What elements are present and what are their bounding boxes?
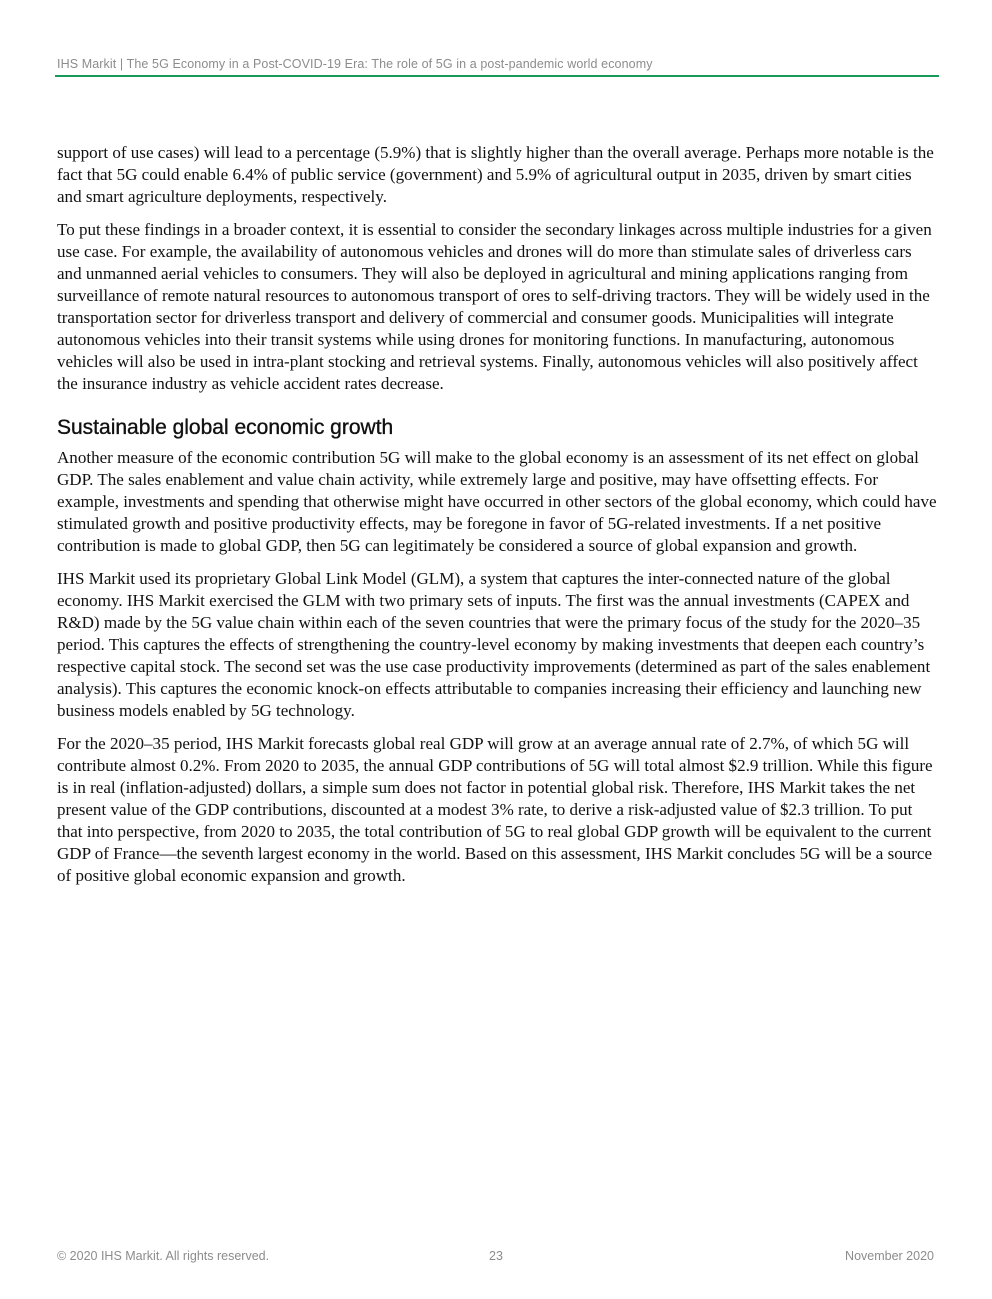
- footer-date: November 2020: [845, 1249, 934, 1263]
- footer-copyright: © 2020 IHS Markit. All rights reserved.: [57, 1249, 270, 1263]
- header-divider: [55, 75, 939, 77]
- main-content: [57, 142, 937, 898]
- body-paragraph-5: For the 2020–35 period, IHS Markit forecasts global real GDP will grow at an average annual rate of 2.7%, of which 5G will contribute almost 0.2%. From 2020 to 2035, the annual GDP contributions of 5G will total almost $2.9 trillion. While this figure is in real (inflation-adjusted) dollars, a simple sum does not factor in potential global risk. Therefore, IHS Markit takes the net present value of the GDP contributions, discounted at a modest 3% rate, to derive a risk-adjusted value of $2.3 trillion. To put that into perspective, from 2020 to 2035, the total contribution of 5G to real global GDP growth will be equivalent to the current GDP of France—the seventh largest economy in the world. Based on this assessment, IHS Markit concludes 5G will be a source of positive global economic expansion and growth.: [57, 734, 933, 885]
- running-header: IHS Markit | The 5G Economy in a Post-COVID-19 Era: The role of 5G in a post-pandemic world economy: [57, 57, 653, 71]
- body-paragraph-1: support of use cases) will lead to a percentage (5.9%) that is slightly higher than the overall average. Perhaps more notable is the fact that 5G could enable 6.4% of public service (government) and 5.9% of agricultural output in 2035, driven by smart cities and smart agriculture deployments, respectively.: [57, 143, 934, 206]
- page-number: 23: [489, 1249, 503, 1263]
- body-paragraph-2: To put these findings in a broader context, it is essential to consider the secondary linkages across multiple industries for a given use case. For example, the availability of autonomous vehicles and drones will do more than stimulate sales of driverless cars and unmanned aerial vehicles to consumers. They will also be deployed in agricultural and mining applications ranging from surveillance of remote natural resources to autonomous transport of ores to self-driving tractors. They will be widely used in the transportation sector for driverless transport and delivery of commercial and consumer goods. Municipalities will integrate autonomous vehicles into their transit systems while using drones for monitoring functions. In manufacturing, autonomous vehicles will also be used in intra-plant stocking and retrieval systems. Finally, autonomous vehicles will also positively affect the insurance industry as vehicle accident rates decrease.: [57, 220, 932, 393]
- body-paragraph-3: Another measure of the economic contribution 5G will make to the global economy is an assessment of its net effect on global GDP. The sales enablement and value chain activity, while extremely large and positive, may have offsetting effects. For example, investments and spending that otherwise might have occurred in other sectors of the global economy, which could have stimulated growth and positive productivity effects, may be foregone in favor of 5G-related investments. If a net positive contribution is made to global GDP, then 5G can legitimately be considered a source of global expansion and growth.: [57, 448, 937, 555]
- body-paragraph-4: IHS Markit used its proprietary Global Link Model (GLM), a system that captures the inter-connected nature of the global economy. IHS Markit exercised the GLM with two primary sets of inputs. The first was the annual investments (CAPEX and R&D) made by the 5G value chain within each of the seven countries that were the primary focus of the study for the 2020–35 period. This captures the effects of strengthening the country-level economy by making investments that deepen each country’s respective capital stock. The second set was the use case productivity improvements (determined as part of the sales enablement analysis). This captures the economic knock-on effects attributable to companies increasing their efficiency and launching new business models enabled by 5G technology.: [57, 569, 931, 720]
- section-heading: Sustainable global economic growth: [57, 416, 394, 439]
